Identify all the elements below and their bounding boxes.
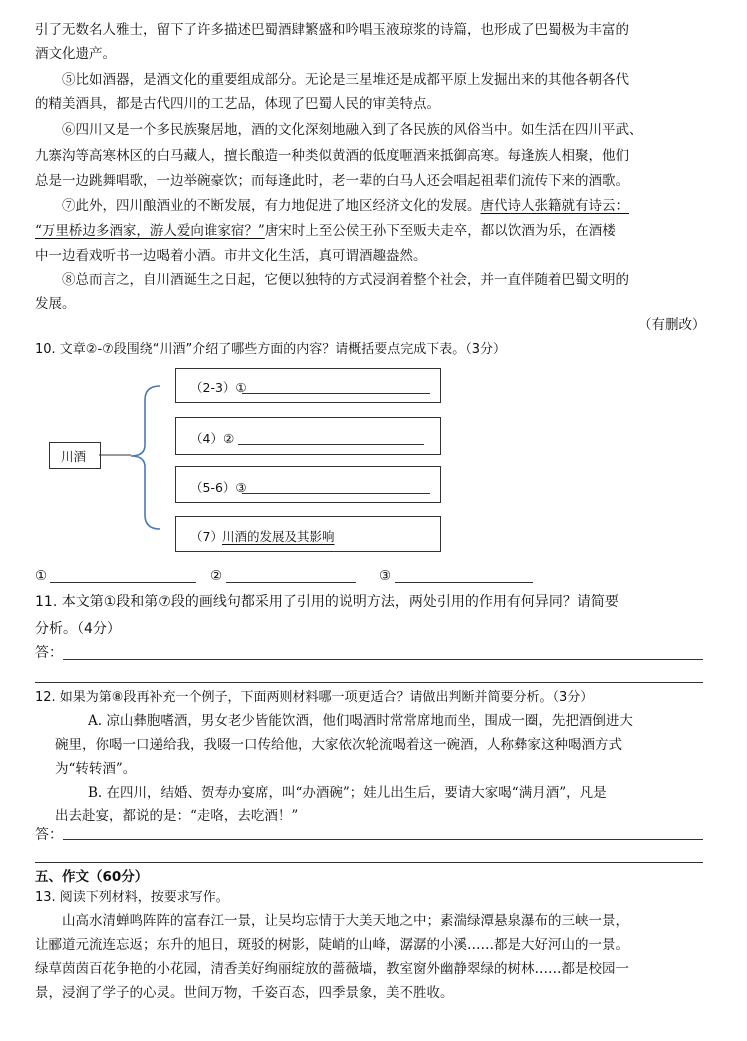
answer-label: 答： <box>35 827 63 843</box>
box-1-blank[interactable] <box>242 377 430 394</box>
paragraph-6: ⑥四川又是一个多民族聚居地，酒的文化深刻地融入到了各民族的风俗当中。如生活在四川平武、 <box>62 122 643 138</box>
material-line: 让郦道元流连忘返；东升的旭日，斑驳的树影，陡峭的山峰，潺潺的小溪……都是大好河山的一景。 <box>35 937 629 953</box>
passage-line: 中一边看戏听书一边喝着小酒。市井文化生活，真可谓酒趣盎然。 <box>35 248 427 264</box>
answer-3-label: ③ <box>379 568 392 584</box>
paragraph-8: ⑧总而言之，自川酒诞生之日起，它便以独特的方式浸润着整个社会，并一直伴随着巴蜀文明的 <box>62 272 629 288</box>
section-title: 五、作文（60分） <box>35 869 149 885</box>
answer-line[interactable] <box>63 659 703 660</box>
outline-box-3 <box>175 466 441 503</box>
box-4-num: （7） <box>190 529 223 544</box>
material-line: 绿草茵茵百花争艳的小花园，清香美好绚丽绽放的蔷薇墙，教室窗外幽静翠绿的树林……都是校园一 <box>35 961 629 977</box>
option-a-line: 碗里，你喝一口递给我，我啜一口传给他，大家依次轮流喝着这一碗酒，人称彝家这种喝酒方式 <box>55 737 622 753</box>
box-2-blank[interactable] <box>238 428 424 445</box>
box-3-label: （5-6）③ <box>190 480 247 495</box>
option-b: B. 在四川，结婚、贺寿办宴席，叫“办酒碗”；娃儿出生后，要请大家喝“满月酒”，凡是 <box>88 785 607 801</box>
source-note: （有删改） <box>638 317 706 333</box>
answer-2-label: ② <box>210 568 223 584</box>
passage-line: 的精美酒具，都是古代四川的工艺品，体现了巴蜀人民的审美特点。 <box>35 96 440 112</box>
paragraph-7-text: ⑦此外，四川酿酒业的不断发展，有力地促进了地区经济文化的发展。 <box>62 198 481 214</box>
outline-box-1 <box>175 368 441 403</box>
answer-2-blank[interactable] <box>226 568 356 583</box>
question-11-stem: 分析。（4分） <box>35 621 121 637</box>
outline-box-2 <box>175 417 441 455</box>
passage-line: 引了无数名人雅士，留下了许多描述巴蜀酒肆繁盛和吟唱玉液琼浆的诗篇，也形成了巴蜀极为丰富的 <box>35 22 629 38</box>
question-12-stem: 12. 如果为第⑧段再补充一个例子，下面两则材料哪一项更适合？请做出判断并简要分析。（3分） <box>35 690 594 705</box>
material-line: 景，浸润了学子的心灵。世间万物，千姿百态，四季景象，美不胜收。 <box>35 985 454 1001</box>
option-a-line: 为“转转酒”。 <box>55 761 137 777</box>
passage-text: 唐宋时上至公侯王孙下至贩夫走卒，都以饮酒为乐，在酒楼 <box>264 223 616 239</box>
answer-label: 答： <box>35 645 63 661</box>
box-4-text: 川酒的发展及其影响 <box>222 529 335 544</box>
answer-3-blank[interactable] <box>395 568 533 583</box>
center-node-label: 川酒 <box>61 449 87 464</box>
question-11-stem: 11. 本文第①段和第⑦段的画线句都采用了引用的说明方法，两处引用的作用有何异同？请简要 <box>35 594 619 610</box>
option-a: A. 凉山彝胞嗜酒，男女老少皆能饮酒，他们喝酒时常常席地而坐，围成一圈，先把酒倒进大 <box>88 713 633 729</box>
answer-line[interactable] <box>35 862 703 863</box>
option-b-line: 出去赴宴，都说的是：“走咯，去吃酒！” <box>55 808 299 824</box>
box-3-blank[interactable] <box>242 477 430 494</box>
passage-line: 酒文化遗产。 <box>35 46 116 62</box>
passage-line: 发展。 <box>35 296 76 312</box>
answer-line[interactable] <box>63 839 703 840</box>
passage-line: 九寨沟等高寒林区的白马藏人，擅长酿造一种类似黄酒的低度咂酒来抵御高寒。每逢族人相聚，他们 <box>35 148 629 164</box>
answer-1-blank[interactable] <box>50 568 196 583</box>
underlined-quote: “万里桥边多酒家，游人爱向谁家宿？” <box>35 223 265 239</box>
answer-line[interactable] <box>35 682 703 683</box>
box-2-label: （4）② <box>190 431 235 446</box>
question-13-stem: 13. 阅读下列材料，按要求写作。 <box>35 890 229 905</box>
underlined-quote: 唐代诗人张籍就有诗云： <box>480 198 629 214</box>
answer-1-label: ① <box>35 568 48 584</box>
passage-line: 总是一边跳舞唱歌，一边举碗豪饮；而每逢此时，老一辈的白马人还会唱起祖辈们流传下来的酒歌。 <box>35 173 629 189</box>
paragraph-5: ⑤比如酒器，是酒文化的重要组成部分。无论是三星堆还是成都平原上发掘出来的其他各朝各代 <box>62 72 629 88</box>
question-10-stem: 10. 文章②-⑦段围绕“川酒”介绍了哪些方面的内容？请概括要点完成下表。（3分） <box>35 342 507 357</box>
box-1-label: （2-3）① <box>190 380 247 395</box>
outline-box-4 <box>175 516 441 552</box>
material-line: 山高水清蝉鸣阵阵的富春江一景，让吴均忘情于大美天地之中；素湍绿潭悬泉瀑布的三峡一景， <box>62 913 629 929</box>
